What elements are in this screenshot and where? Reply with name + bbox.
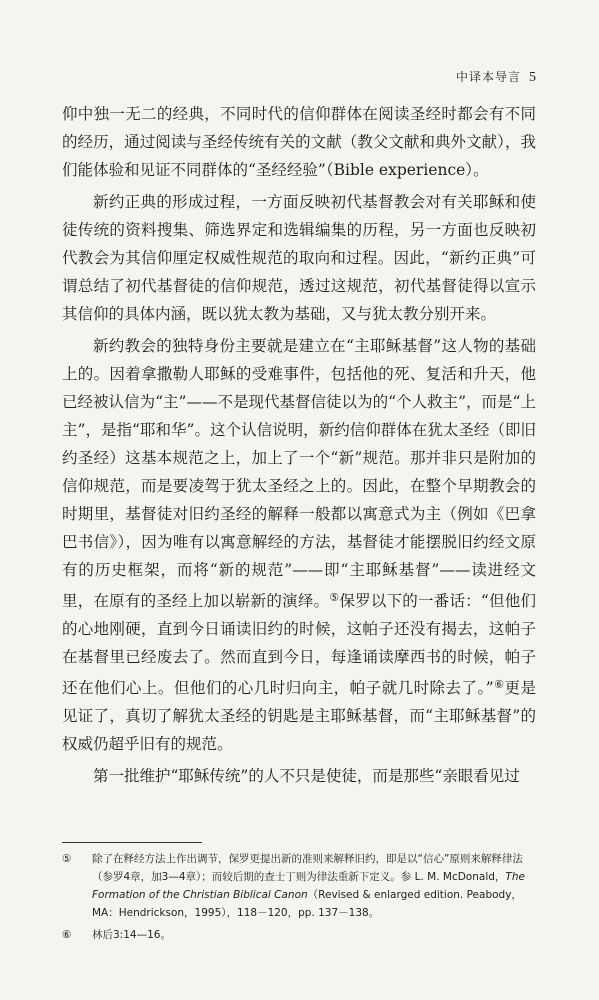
footnote-divider bbox=[62, 842, 202, 843]
paragraph-3-part-b: 保罗以下的一番话：“但他们的心地刚硬，直到今日诵读旧约的时候，这帕子还没有揭去，这帕子在基督里已经废去了。然而直到今日，每逢诵读摩西书的时候，帕子还在他们心上。但他们的心几时归向主，帕子就几时除去了。” bbox=[62, 592, 536, 697]
footnote-text-part: 林后3:14—16。 bbox=[92, 929, 171, 941]
footnote-text-part: 除了在释经方法上作出调节，保罗更提出新的准则来解释旧约，即是以“信心”原则来解释律法（参罗4章，加3—4章）；而较后期的查士丁则为律法重新下定义。参 L. M. McDonald， bbox=[92, 853, 523, 883]
section-title: 中译本导言 bbox=[455, 70, 521, 84]
paragraph-4: 第一批维护“耶稣传统”的人不只是使徒，而是那些“亲眼看见过 bbox=[93, 767, 520, 785]
paragraph-1: 仰中独一无二的经典，不同时代的信仰群体在阅读圣经时都会有不同的经历，通过阅读与圣经传统有关的文献（教父文献和典外文献），我们能体验和见证不同群体的“圣经经验”（Bible experience）。 bbox=[62, 105, 536, 179]
paragraph-3-part-a: 新约教会的独特身份主要就是建立在“主耶稣基督”这人物的基础上的。因着拿撒勒人耶稣的受难事件，包括他的死、复活和升天，他已经被认信为“主”——不是现代基督信徒以为的“个人救主”，而是“上主”，是指“耶和华”。这个认信说明，新约信仰群体在犹太圣经（即旧约圣经）这基本规范之上，加上了一个“新”规范。那并非只是附加的信仰规范，而是要凌驾于犹太圣经之上的。因此，在整个早期教会的时期里，基督徒对旧约圣经的解释一般都以寓意式为主（例如《巴拿巴书信》），因为唯有以寓意解经的方法，基督徒才能摆脱旧约经文原有的历史框架，而将“新的规范”——即“主耶稣基督”——读进经文里，在原有的圣经上加以崭新的演绎。 bbox=[62, 337, 536, 610]
body-text bbox=[62, 100, 536, 790]
footnote-text bbox=[92, 926, 536, 944]
footnote-text bbox=[92, 850, 536, 922]
footnote-book-title: The Formation of the Christian Biblical Canon bbox=[92, 871, 525, 901]
paragraph-3 bbox=[62, 332, 536, 758]
footnote-ref-5: ⑤ bbox=[329, 591, 340, 604]
paragraph-2: 新约正典的形成过程，一方面反映初代基督教会对有关耶稣和使徒传统的资料搜集、筛选界定和选辑编集的历程，另一方面也反映初代教会为其信仰厘定权威性规范的取向和过程。因此，“新约正典”可谓总结了初代基督徒的信仰规范，透过这规范，初代基督徒得以宣示其信仰的具体内涵，既以犹太教为基础，又与犹太教分别开来。 bbox=[62, 193, 536, 323]
footnote-mark: ⑤ bbox=[62, 853, 72, 865]
page-number: 5 bbox=[529, 70, 537, 85]
paragraph-3-part-c: 更是见证了，真切了解犹太圣经的钥匙是主耶稣基督，而“主耶稣基督”的权威仍超乎旧有的规范。 bbox=[62, 679, 536, 753]
running-head bbox=[456, 68, 537, 86]
footnote-text-part: （Revised & enlarged edition. Peabody，MA：Hendrickson，1995），118－120，pp. 137－138。 bbox=[92, 889, 522, 919]
footnote-mark: ⑥ bbox=[62, 929, 72, 941]
footnote-ref-6: ⑥ bbox=[493, 678, 505, 691]
footnote-5 bbox=[62, 850, 536, 922]
footnote-6 bbox=[62, 926, 536, 944]
footnotes bbox=[62, 850, 536, 948]
